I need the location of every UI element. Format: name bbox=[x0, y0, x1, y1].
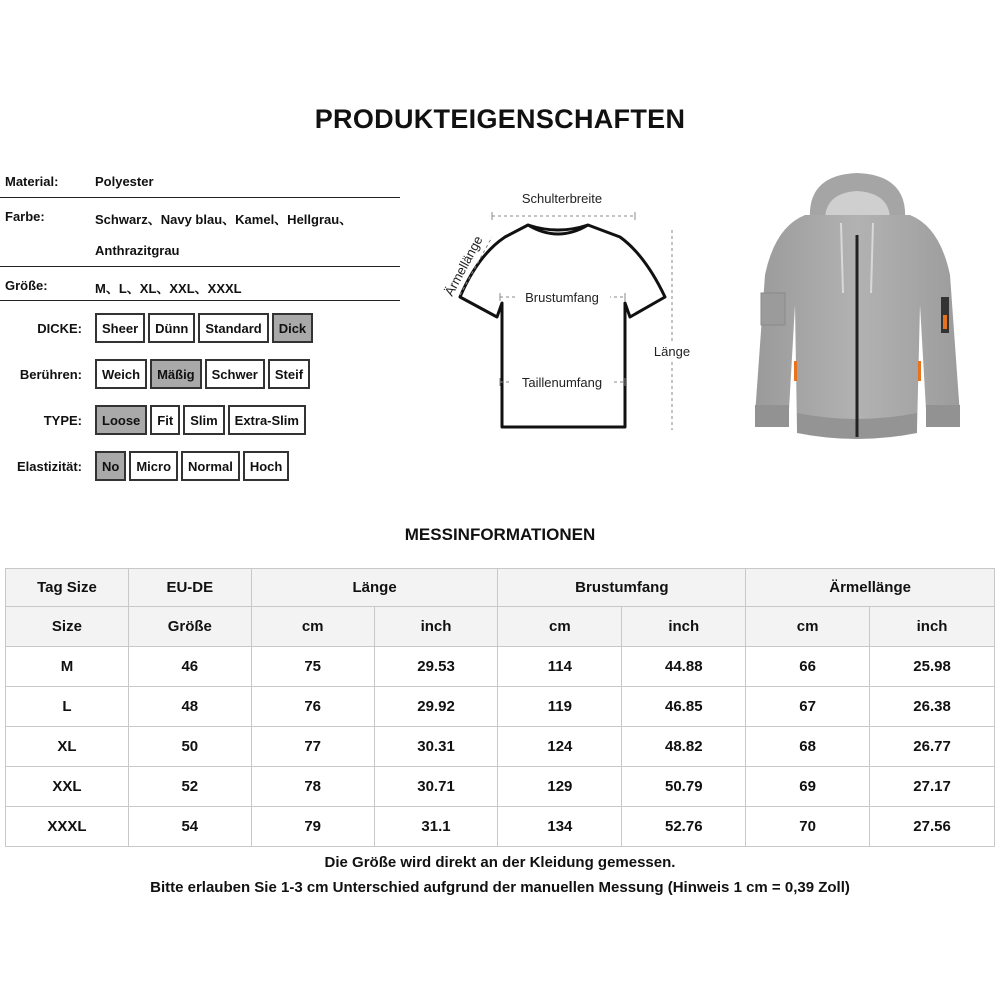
option-row bbox=[0, 359, 400, 389]
waist-label: Taillenumfang bbox=[521, 375, 603, 390]
header-cell: cm bbox=[498, 607, 622, 647]
table-row bbox=[6, 687, 995, 727]
option-row-label: Elastizität: bbox=[16, 459, 82, 474]
header-cell: Brustumfang bbox=[498, 569, 746, 607]
length-label: Länge bbox=[653, 344, 691, 359]
table-cell: 48 bbox=[128, 687, 251, 727]
header-cell: Tag Size bbox=[6, 569, 129, 607]
option-chip: Dünn bbox=[148, 313, 195, 343]
table-cell: XXL bbox=[6, 767, 129, 807]
table-cell: 27.56 bbox=[870, 807, 995, 847]
header-cell: Länge bbox=[251, 569, 498, 607]
divider bbox=[0, 197, 400, 198]
table-cell: 46 bbox=[128, 647, 251, 687]
table-cell: 48.82 bbox=[622, 727, 746, 767]
table-cell: XXXL bbox=[6, 807, 129, 847]
table-row bbox=[6, 647, 995, 687]
option-group bbox=[95, 359, 310, 389]
table-row bbox=[6, 767, 995, 807]
table-cell: 70 bbox=[746, 807, 870, 847]
tshirt-outline bbox=[460, 225, 665, 427]
tshirt-measurement-diagram bbox=[420, 185, 700, 445]
table-cell: 76 bbox=[251, 687, 374, 727]
header-cell: inch bbox=[870, 607, 995, 647]
table-cell: 44.88 bbox=[622, 647, 746, 687]
table-row bbox=[6, 807, 995, 847]
option-row bbox=[0, 405, 400, 435]
table-cell: 119 bbox=[498, 687, 622, 727]
table-cell: 29.53 bbox=[374, 647, 498, 687]
table-cell: 30.71 bbox=[374, 767, 498, 807]
table-cell: 25.98 bbox=[870, 647, 995, 687]
option-group bbox=[95, 313, 313, 343]
option-chip: Sheer bbox=[95, 313, 145, 343]
farbe-value-line2: Anthrazitgrau bbox=[95, 243, 180, 258]
option-row bbox=[0, 313, 400, 343]
measurement-table bbox=[5, 568, 995, 847]
header-cell: cm bbox=[251, 607, 374, 647]
groesse-value: M、L、XL、XXL、XXXL bbox=[95, 281, 242, 296]
table-cell: 134 bbox=[498, 807, 622, 847]
option-row-label: Berühren: bbox=[19, 367, 82, 382]
farbe-label: Farbe: bbox=[5, 209, 45, 224]
header-cell: inch bbox=[374, 607, 498, 647]
table-cell: 69 bbox=[746, 767, 870, 807]
table-cell: 50.79 bbox=[622, 767, 746, 807]
option-chip: Fit bbox=[150, 405, 180, 435]
divider bbox=[0, 266, 400, 267]
sleeve-label: Ärmellänge bbox=[441, 233, 486, 299]
groesse-label: Größe: bbox=[5, 278, 48, 293]
chest-label: Brustumfang bbox=[525, 290, 599, 305]
shoulder-label: Schulterbreite bbox=[521, 191, 603, 206]
header-cell: Größe bbox=[128, 607, 251, 647]
header-cell: Ärmellänge bbox=[746, 569, 995, 607]
table-cell: XL bbox=[6, 727, 129, 767]
option-chip: Micro bbox=[129, 451, 178, 481]
option-row bbox=[0, 451, 400, 481]
table-cell: 52.76 bbox=[622, 807, 746, 847]
option-chip: Dick bbox=[272, 313, 313, 343]
table-cell: L bbox=[6, 687, 129, 727]
option-chip: Normal bbox=[181, 451, 240, 481]
option-chip: No bbox=[95, 451, 126, 481]
option-chip: Steif bbox=[268, 359, 310, 389]
header-cell: Size bbox=[6, 607, 129, 647]
table-cell: 77 bbox=[251, 727, 374, 767]
option-row-label: TYPE: bbox=[43, 413, 82, 428]
measurement-title: MESSINFORMATIONEN bbox=[404, 525, 596, 544]
header-cell: EU-DE bbox=[128, 569, 251, 607]
option-chip: Hoch bbox=[243, 451, 290, 481]
option-chip: Extra-Slim bbox=[228, 405, 306, 435]
table-cell: 46.85 bbox=[622, 687, 746, 727]
option-chip: Weich bbox=[95, 359, 147, 389]
option-chip: Standard bbox=[198, 313, 268, 343]
farbe-value-line1: Schwarz、Navy blau、Kamel、Hellgrau、 bbox=[95, 212, 353, 227]
table-cell: 52 bbox=[128, 767, 251, 807]
table-cell: 26.77 bbox=[870, 727, 995, 767]
option-chip: Slim bbox=[183, 405, 224, 435]
option-chip: Mäßig bbox=[150, 359, 202, 389]
table-cell: 129 bbox=[498, 767, 622, 807]
note-line-1: Die Größe wird direkt an der Kleidung gemessen. bbox=[324, 854, 676, 871]
option-row-label: DICKE: bbox=[37, 321, 82, 336]
table-cell: 50 bbox=[128, 727, 251, 767]
header-cell: inch bbox=[622, 607, 746, 647]
material-label: Material: bbox=[5, 174, 59, 189]
page-title: PRODUKTEIGENSCHAFTEN bbox=[314, 104, 686, 134]
table-row bbox=[6, 727, 995, 767]
option-chip: Schwer bbox=[205, 359, 265, 389]
hoodie-jacket-image bbox=[745, 165, 970, 445]
table-cell: 30.31 bbox=[374, 727, 498, 767]
header-cell: cm bbox=[746, 607, 870, 647]
option-chip: Loose bbox=[95, 405, 147, 435]
table-cell: 26.38 bbox=[870, 687, 995, 727]
table-cell: 29.92 bbox=[374, 687, 498, 727]
table-cell: 114 bbox=[498, 647, 622, 687]
table-header-row-2 bbox=[6, 607, 995, 647]
table-cell: 67 bbox=[746, 687, 870, 727]
note-line-2: Bitte erlauben Sie 1-3 cm Unterschied aufgrund der manuellen Messung (Hinweis 1 cm = 0,39 Zoll) bbox=[150, 879, 850, 896]
table-cell: 68 bbox=[746, 727, 870, 767]
material-value: Polyester bbox=[95, 174, 154, 189]
table-cell: 27.17 bbox=[870, 767, 995, 807]
table-cell: 78 bbox=[251, 767, 374, 807]
table-header-row-1 bbox=[6, 569, 995, 607]
option-group bbox=[95, 405, 306, 435]
divider bbox=[0, 300, 400, 301]
option-group bbox=[95, 451, 289, 481]
table-cell: 75 bbox=[251, 647, 374, 687]
table-cell: M bbox=[6, 647, 129, 687]
table-cell: 124 bbox=[498, 727, 622, 767]
table-cell: 54 bbox=[128, 807, 251, 847]
table-cell: 79 bbox=[251, 807, 374, 847]
table-cell: 66 bbox=[746, 647, 870, 687]
table-cell: 31.1 bbox=[374, 807, 498, 847]
